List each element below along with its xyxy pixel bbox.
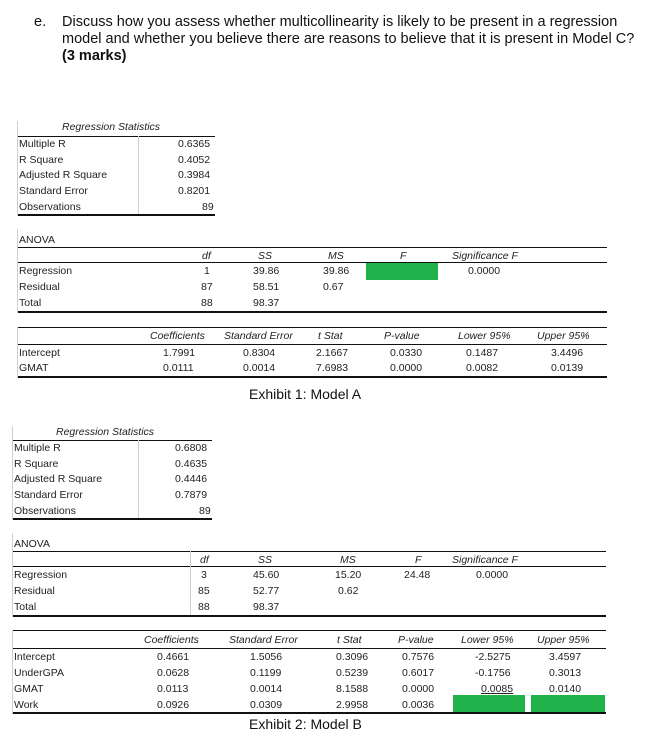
coef-value: 0.0628 [157,667,190,679]
coef-header: Standard Error [224,330,293,342]
anova-df: 3 [201,569,207,581]
stat-label: Adjusted R Square [19,169,108,181]
stat-label: Observations [19,201,81,213]
coef-value: 2.1667 [316,347,349,359]
anova-header: F [415,554,422,566]
coef-header: Lower 95% [461,634,514,646]
stat-label: Standard Error [19,185,88,197]
question-text: Discuss how you assess whether multicollinearity is likely to be present in a regression model and whether you believe there are reasons to believe that it is present in Model C? (3 marks) [62,14,635,64]
anova-header: F [400,250,407,262]
stat-value: 0.3984 [178,169,211,181]
coef-header: Standard Error [229,634,298,646]
coef-value: 0.0139 [551,362,584,374]
coef-value: 0.0036 [402,699,435,711]
anova-header: Significance F [452,250,518,262]
coef-header: P-value [384,330,420,342]
stat-value: 0.6365 [178,138,211,150]
anova-df: 88 [201,297,213,309]
anova-row-label: Total [14,601,37,613]
coef-value: 0.0113 [157,683,189,695]
stat-label: Adjusted R Square [14,473,103,485]
anova-df: 87 [201,281,213,293]
coef-value: 3.4597 [549,651,582,663]
coef-header: P-value [398,634,434,646]
coef-value: 0.5239 [336,667,369,679]
coef-value: 0.0085 [481,683,514,695]
anova-ms: 0.67 [323,281,344,293]
stat-value: 0.6808 [175,442,208,454]
coef-value: 1.5056 [250,651,283,663]
anova-ss: 98.37 [253,297,280,309]
coef-value: 0.0330 [390,347,423,359]
stat-label: Standard Error [14,489,83,501]
anova-df: 1 [204,265,210,277]
coef-row-label: GMAT [19,362,49,374]
question-marks: (3 marks) [62,48,127,64]
anova-header: Significance F [452,554,518,566]
coef-value: 0.1487 [466,347,499,359]
anova-df: 88 [198,601,210,613]
coef-row-label: GMAT [14,683,44,695]
coef-value: 1.7991 [163,347,196,359]
anova-row-label: Regression [19,265,73,277]
anova-header: MS [328,250,344,262]
anova-title: ANOVA [19,234,55,246]
coef-row-label: Work [14,699,39,711]
stat-label: R Square [14,458,59,470]
anova-f: 24.48 [404,569,431,581]
stat-value: 89 [202,201,214,213]
exhibit-2-caption: Exhibit 2: Model B [249,716,362,732]
stat-value: 89 [199,505,211,517]
anova-ss: 39.86 [253,265,280,277]
anova-row-label: Total [19,297,42,309]
coef-value: -0.1756 [475,667,511,679]
coef-value: 0.0014 [243,362,276,374]
coef-value: 3.4496 [551,347,584,359]
reg-stats-title: Regression Statistics [62,121,161,133]
coef-row-label: Intercept [14,651,55,663]
coef-value: 0.7576 [402,651,435,663]
coef-value: 2.9958 [336,699,369,711]
reg-stats-title: Regression Statistics [56,426,155,438]
coef-value: 0.1199 [250,667,282,679]
coef-value: 0.0309 [250,699,283,711]
stat-value: 0.4446 [175,473,208,485]
anova-row-label: Residual [19,281,60,293]
stat-label: Observations [14,505,76,517]
highlight-blank-upper [531,695,605,712]
coef-value: 0.6017 [402,667,435,679]
coef-value: 0.3013 [549,667,582,679]
coef-value: 7.6983 [316,362,349,374]
coef-row-label: UnderGPA [14,667,64,679]
exhibit-1-caption: Exhibit 1: Model A [249,386,362,402]
anova-ms: 0.62 [338,585,359,597]
coef-header: Upper 95% [537,634,590,646]
highlight-blank-lower [453,695,525,712]
coef-value: 0.8304 [243,347,276,359]
anova-ss: 98.37 [253,601,280,613]
anova-ss: 58.51 [253,281,280,293]
coef-value: 8.1588 [336,683,369,695]
stat-label: Multiple R [14,442,61,454]
coef-header: t Stat [337,634,362,646]
anova-title: ANOVA [14,538,50,550]
anova-row-label: Regression [14,569,68,581]
anova-row-label: Residual [14,585,55,597]
anova-header: df [200,554,209,566]
coef-value: 0.3096 [336,651,369,663]
anova-header: MS [340,554,356,566]
coef-header: t Stat [318,330,343,342]
anova-header: df [202,250,211,262]
anova-ms: 39.86 [323,265,350,277]
coef-header: Coefficients [150,330,205,342]
stat-label: R Square [19,154,64,166]
anova-sig: 0.0000 [468,265,501,277]
anova-df: 85 [198,585,210,597]
coef-value: 0.4661 [157,651,190,663]
anova-ss: 52.77 [253,585,280,597]
coef-value: 0.0111 [163,362,194,374]
coef-value: 0.0926 [157,699,190,711]
coef-value: 0.0014 [250,683,283,695]
anova-header: SS [258,250,273,262]
coef-header: Upper 95% [537,330,590,342]
coef-value: 0.0000 [402,683,435,695]
anova-ms: 15.20 [335,569,362,581]
coef-value: -2.5275 [475,651,511,663]
question-label: e. [34,14,47,30]
anova-header: SS [258,554,273,566]
coef-value: 0.0000 [390,362,423,374]
coef-value: 0.0140 [549,683,582,695]
coef-header: Lower 95% [458,330,511,342]
coef-row-label: Intercept [19,347,60,359]
stat-value: 0.4635 [175,458,208,470]
stat-value: 0.7879 [175,489,208,501]
coef-header: Coefficients [144,634,199,646]
coef-value: 0.0082 [466,362,499,374]
anova-sig: 0.0000 [476,569,509,581]
stat-value: 0.4052 [178,154,211,166]
stat-value: 0.8201 [178,185,211,197]
stat-label: Multiple R [19,138,66,150]
anova-ss: 45.60 [253,569,280,581]
